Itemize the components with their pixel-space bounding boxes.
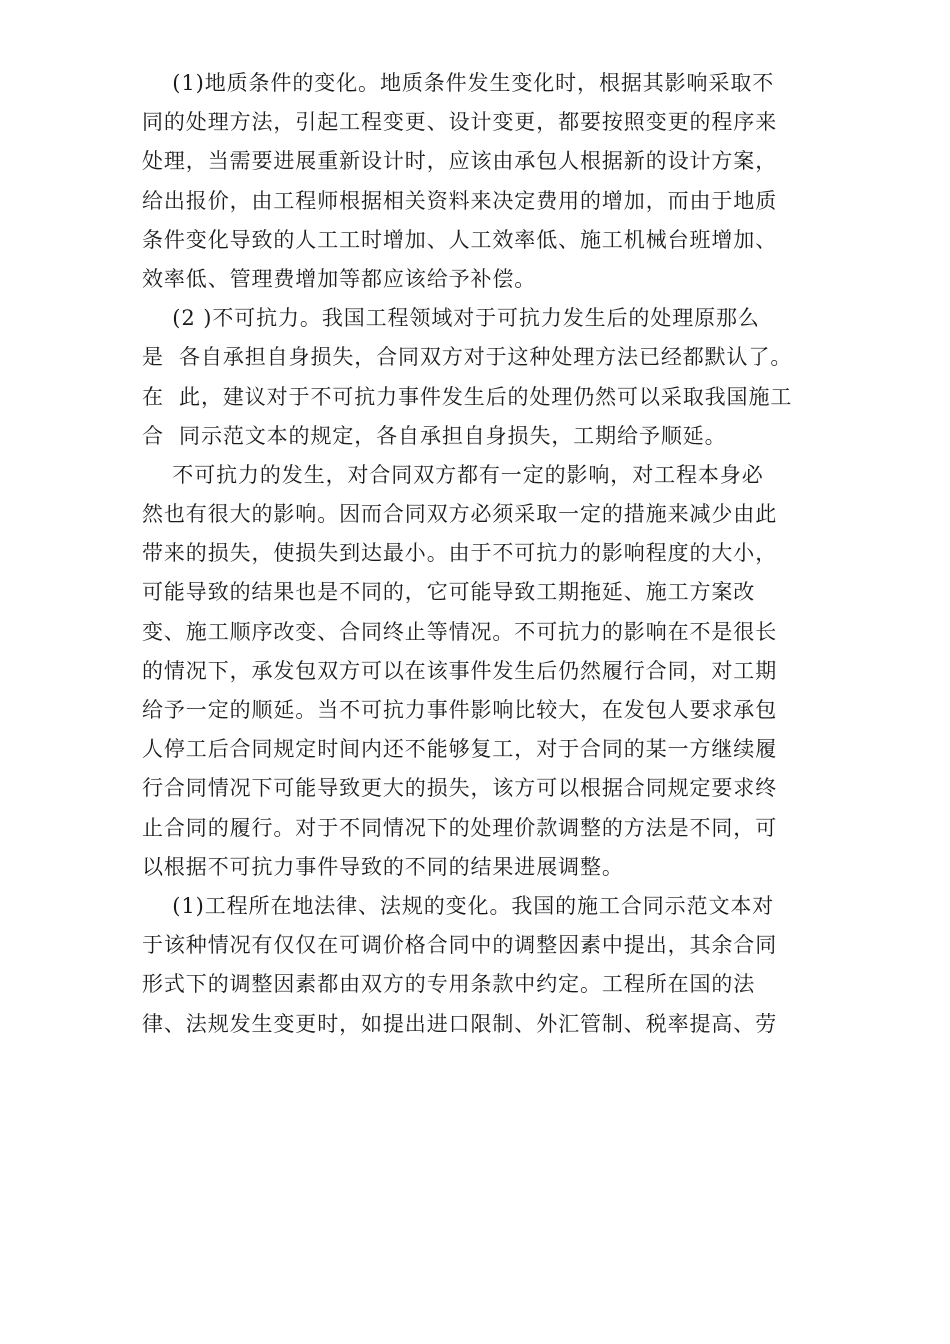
text-line: 行合同情况下可能导致更大的损失，该方可以根据合同规定要求终 [142, 776, 778, 801]
text-line: 人停工后合同规定时间内还不能够复工，对于合同的某一方继续履 [142, 737, 778, 762]
text-line: 形式下的调整因素都由双方的专用条款中约定。工程所在国的法 [142, 972, 756, 997]
text-line: 条件变化导致的人工工时增加、人工效率低、施工机械台班增加、 [142, 227, 778, 252]
text-line: (1)地质条件的变化。地质条件发生变化时，根据其影响采取不 [142, 71, 775, 95]
text-line: 是 各自承担自身损失，合同双方对于这种处理方法已经都默认了。 [142, 345, 793, 370]
text-line: 不可抗力的发生，对合同双方都有一定的影响，对工程本身必 [142, 462, 764, 487]
text-line: 合 同示范文本的规定，各自承担自身损失，工期给予顺延。 [142, 423, 727, 448]
text-line: 处理，当需要进展重新设计时，应该由承包人根据新的设计方案， [142, 149, 778, 174]
text-line: 效率低、管理费增加等都应该给予补偿。 [142, 266, 537, 291]
text-line: 同的处理方法，引起工程变更、设计变更，都要按照变更的程序来 [142, 110, 778, 135]
text-line: 给出报价，由工程师根据相关资料来决定费用的增加，而由于地质 [142, 188, 778, 213]
text-line: 在 此，建议对于不可抗力事件发生后的处理仍然可以采取我国施工 [142, 384, 793, 409]
text-line: 律、法规发生变更时，如提出进口限制、外汇管制、税率提高、劳 [142, 1011, 778, 1036]
text-line: (1)工程所在地法律、法规的变化。我国的施工合同示范文本对 [142, 893, 775, 918]
text-line: 止合同的履行。对于不同情况下的处理价款调整的方法是不同，可 [142, 815, 778, 840]
text-line: 可能导致的结果也是不同的，它可能导致工期拖延、施工方案改 [142, 580, 756, 605]
text-line: 的情况下，承发包双方可以在该事件发生后仍然履行合同，对工期 [142, 658, 778, 683]
text-line: 给予一定的顺延。当不可抗力事件影响比较大，在发包人要求承包 [142, 698, 778, 722]
text-line: 变、施工顺序改变、合同终止等情况。不可抗力的影响在不是很长 [142, 619, 778, 644]
text-line: 于该种情况有仅仅在可调价格合同中的调整因素中提出，其余合同 [142, 933, 778, 958]
text-line: 以根据不可抗力事件导致的不同的结果进展调整。 [142, 854, 624, 879]
text-line: (2 )不可抗力。我国工程领域对于可抗力发生后的处理原那么 [142, 306, 760, 331]
document-body-text [142, 64, 808, 1044]
text-line: 然也有很大的影响。因而合同双方必须采取一定的措施来减少由此 [142, 502, 778, 527]
text-line: 带来的损失，使损失到达最小。由于不可抗力的影响程度的大小， [142, 541, 778, 566]
